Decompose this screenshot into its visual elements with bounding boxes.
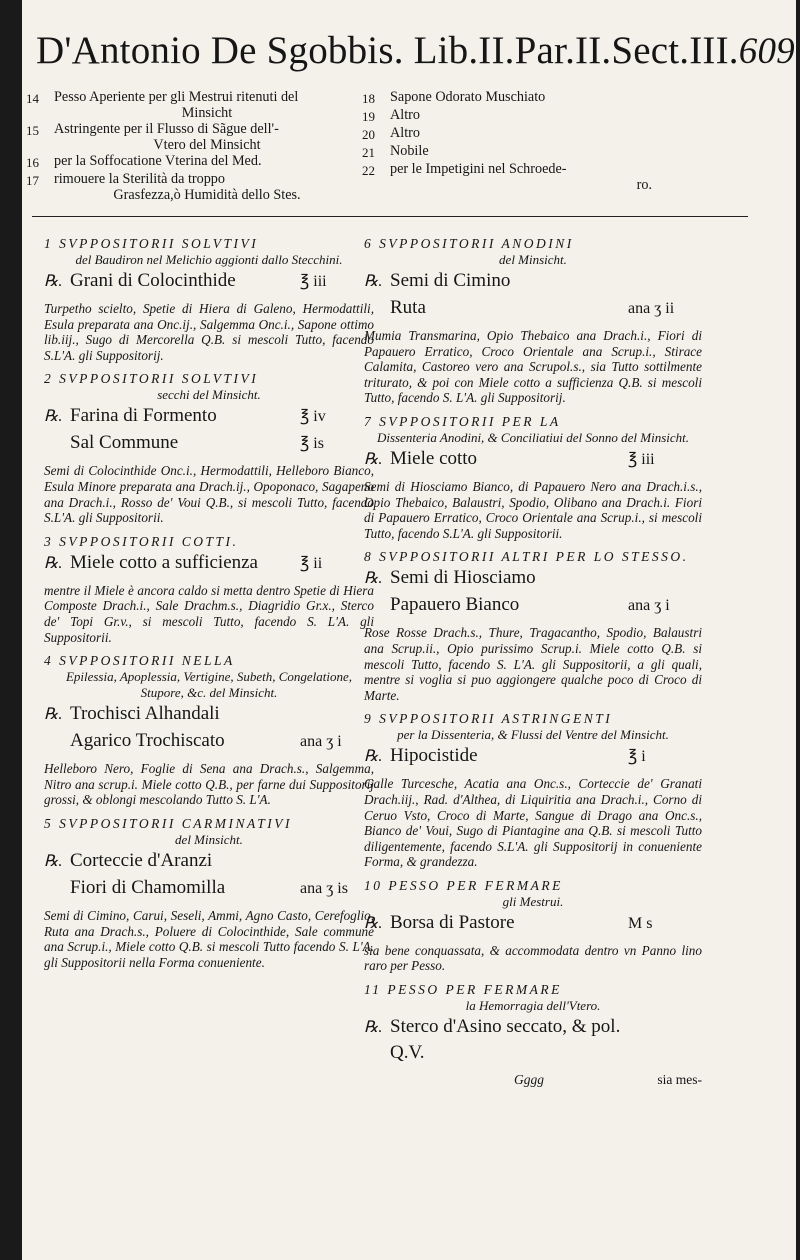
ingredient-line: [44, 403, 374, 430]
ingredient-name: Sterco d'Asino seccato, & pol. Q.V.: [390, 1016, 621, 1064]
ingredient-quantity: ℥ i: [628, 748, 646, 766]
ingredient-name: Grani di Colocinthide: [70, 270, 236, 291]
toc-entry-number: 14: [26, 91, 39, 106]
recipe-heading: 1 SVPPOSITORII SOLVTIVI: [44, 236, 259, 251]
ingredient-line: [44, 728, 374, 755]
ingredient-name: Agarico Trochiscato: [70, 730, 225, 752]
toc-entry-number: 21: [362, 145, 375, 160]
ingredient-quantity: ℥ iv: [300, 408, 326, 426]
ingredient-quantity: ana ʒ i: [628, 597, 670, 615]
recipe-subheading: per la Dissenteria, & Flussi del Ventre del Minsicht.: [397, 727, 669, 743]
recipe-instructions: Turpetho scielto, Spetie di Hiera di Galeno, Hermodattili, Esula preparata ana Onc.ij., Salgemma Onc.i., Sapone ottimo lib.iij., Sugo di Mercorella Q.B. si mescoli Tutto, facendo S.L'A. gli Suppositorij.: [44, 301, 374, 363]
ingredient-line: [44, 268, 374, 295]
toc-entry: [362, 89, 692, 107]
ingredient-line: [364, 565, 702, 592]
recipe-heading: 2 SVPPOSITORII SOLVTIVI: [44, 371, 259, 387]
toc-left-column: [26, 89, 360, 203]
ingredient-name: Sal Commune: [70, 432, 179, 454]
ingredient-line: [364, 446, 702, 473]
toc-entry-continuation: Minsicht: [181, 105, 233, 121]
recipe-symbol: ℞.: [44, 706, 63, 724]
recipe-symbol: ℞.: [364, 273, 383, 290]
toc-entry-number: 17: [26, 173, 39, 188]
recipe-heading: 5 SVPPOSITORII CARMINATIVI: [44, 815, 292, 831]
recipe-subheading: Epilessia, Apoplessia, Vertigine, Subeth, Congelatione, Stupore, &c. del Minsicht.: [65, 669, 353, 701]
toc-entry-text: [54, 89, 360, 121]
recipe-instructions: Semi di Cimino, Carui, Seseli, Ammi, Agno Casto, Cerefoglio, Ruta ana Drach.s., Poluere di Colocinthide, Sale commune ana Scrup.i., Miele cotto Q.B. si mescoli Tutto facendo S. L'A. gli Suppositorii nella Forma conueniente.: [44, 907, 374, 970]
toc-entry: [362, 107, 692, 125]
page-footer: [364, 1072, 702, 1088]
recipe-heading: 11 PESSO PER FERMARE: [364, 982, 562, 998]
page-number: 609: [738, 31, 795, 72]
right-column: [364, 236, 702, 1088]
recipe-subheading: del Minsicht.: [499, 252, 567, 267]
recipe-instructions: Galle Turcesche, Acatia ana Onc.s., Corteccie de' Granati Drach.iij., Rad. d'Althea, di Liquiritia ana Drach.i., Corno di Ceruo Vsto, Croco di Marte, Sangue di Drago ana Onc.s., Bianco de' Voui, Sugo di Piantagine ana Q.B. si mescoli Tutto diligentemente, facendo S.L'A. gli Suppositorij in conueniente Forma, & grandezza.: [364, 776, 702, 870]
toc-entry-number: 18: [362, 91, 375, 106]
ingredient-name: Papauero Bianco: [390, 594, 520, 616]
toc-entry-text: [390, 107, 692, 125]
signature-mark: Gggg: [514, 1072, 544, 1088]
recipe-block: [44, 534, 374, 645]
toc-entry-continuation: ro.: [636, 177, 652, 193]
book-page: [22, 0, 796, 1260]
ingredient-line: [364, 592, 702, 619]
left-column: [44, 236, 374, 978]
ingredient-line: [44, 701, 374, 728]
ingredient-name: Ruta: [390, 297, 426, 318]
toc-entry: [362, 125, 692, 143]
recipe-symbol: ℞.: [364, 914, 383, 932]
recipe-block: [44, 653, 374, 808]
ingredient-name: Fiori di Chamomilla: [70, 876, 226, 898]
toc-entry-text: [390, 125, 692, 143]
toc-entry-line: Altro: [390, 107, 420, 123]
recipe-subheading: secchi del Minsicht.: [157, 387, 261, 403]
toc-entry-line: Pesso Aperiente per gli Mestrui ritenuti del: [54, 89, 299, 105]
toc-entry-text: [390, 143, 692, 161]
toc-entry-continuation: Grasfezza,ò Humidità dello Stes.: [113, 187, 301, 203]
toc-entry-text: [390, 161, 692, 193]
recipe-instructions: sia bene conquassata, & accommodata dentro vn Panno lino raro per Pesso.: [364, 942, 702, 974]
ingredient-name: Semi di Cimino: [390, 270, 511, 291]
ingredient-line: [364, 295, 702, 322]
toc-entry-number: 20: [362, 127, 375, 142]
recipe-block: [44, 816, 374, 970]
toc-entry: [362, 143, 692, 161]
toc-entry-line: Altro: [390, 125, 420, 141]
toc-entry-number: 22: [362, 163, 375, 178]
toc-entry-line: Sapone Odorato Muschiato: [390, 89, 546, 105]
section-rule: [32, 216, 748, 217]
toc-entry-line: Nobile: [390, 143, 429, 159]
recipe-heading: 6 SVPPOSITORII ANODINI: [364, 236, 574, 251]
recipe-block: [364, 236, 702, 406]
recipe-block: [44, 236, 374, 363]
ingredient-quantity: ℥ iii: [628, 450, 655, 468]
recipe-heading: 10 PESSO PER FERMARE: [364, 877, 563, 893]
recipe-symbol: ℞.: [364, 1019, 383, 1037]
recipe-block: [364, 711, 702, 870]
toc-entry: [26, 153, 360, 171]
running-title: D'Antonio De Sgobbis. Lib.II.Par.II.Sect.III.: [36, 29, 739, 72]
toc-entry: [26, 171, 360, 203]
ingredient-name: Miele cotto a sufficienza: [70, 551, 258, 573]
ingredient-line: [364, 1014, 702, 1066]
recipe-subheading: del Minsicht.: [175, 831, 243, 847]
catchword: sia mes-: [657, 1072, 702, 1088]
recipe-block: [364, 982, 702, 1066]
toc-entry-text: [54, 171, 360, 203]
ingredient-quantity: ℥ ii: [300, 554, 323, 572]
toc-entry-line: rimouere la Sterilità da troppo: [54, 171, 225, 187]
recipe-heading: 8 SVPPOSITORII ALTRI PER LO STESSO.: [364, 549, 689, 565]
recipe-heading: 9 SVPPOSITORII ASTRINGENTI: [364, 711, 613, 727]
ingredient-quantity: ana ʒ ii: [628, 300, 675, 317]
recipe-instructions: Rose Rosse Drach.s., Thure, Tragacantho, Spodio, Balaustri ana Scrup.ii., Opio purissimo Scrup.i. Miele cotto Q.B. si mescoli Tutto, facendo S. L'A. gli Suppositorii, a gli quali, mentre si voglia si puo aggiongere qualche poco di Croco di Marte.: [364, 625, 702, 703]
toc-entry-line: per le Impetigini nel Schroede-: [390, 161, 567, 177]
recipe-subheading: la Hemorragia dell'Vtero.: [465, 998, 601, 1014]
recipe-symbol: ℞.: [44, 554, 63, 572]
ingredient-name: Farina di Formento: [70, 405, 217, 427]
recipe-symbol: ℞.: [364, 450, 383, 468]
recipe-heading: 4 SVPPOSITORII NELLA: [44, 653, 235, 669]
ingredient-quantity: ana ʒ is: [300, 879, 348, 897]
toc-entry-continuation: Vtero del Minsicht: [153, 137, 261, 153]
recipe-symbol: ℞.: [44, 852, 63, 870]
toc-entry: [26, 121, 360, 153]
recipe-symbol: ℞.: [364, 748, 383, 766]
recipe-instructions: Semi di Hiosciamo Bianco, di Papauero Nero ana Drach.i.s., Opio Thebaico, Balaustri, Spodio, Olibano ana Drach.i. Fiori di Papauero Erratico, Croco Orientale ana Scrup.i., si mescoli Tutto, facendo S.L'A. gli Suppositorii.: [364, 478, 702, 541]
ingredient-name: Trochisci Alhandali: [70, 703, 220, 725]
ingredient-line: [364, 743, 702, 770]
recipe-instructions: Semi di Colocinthide Onc.i., Hermodattili, Helleboro Bianco, Esula Minore preparata ana Drach.ij., Opoponaco, Sagapeno ana Drach.i., Rosso de' Voui Q.B., si mescoli Tutto, facendo S.L'A. gli Suppositorii.: [44, 463, 374, 526]
recipe-instructions: Helleboro Nero, Foglie di Sena ana Drach.s., Salgemma, Nitro ana scrup.i. Miele cotto Q.B., per farne dui Suppositorij grossi, & oblongi mescolando Tutto S. L'A.: [44, 761, 374, 808]
recipe-instructions: Mumia Transmarina, Opio Thebaico ana Drach.i., Fiori di Papauero Erratico, Croco Orientale ana Scrup.i., Stirace Calamita, Castoreo vero ana Scrupol.s., sia Tutto sottilmente triturato, & poi con Miele cotto a sufficienza Q.B. si mescoli Tutto, facendo S. L'A. gli Suppositorij.: [364, 328, 702, 406]
toc-entry-text: [54, 153, 360, 171]
toc-entry-line: per la Soffocatione Vterina del Med.: [54, 153, 262, 169]
ingredient-name: Borsa di Pastore: [390, 911, 515, 933]
ingredient-line: [44, 550, 374, 577]
ingredient-line: [364, 910, 702, 937]
toc-entry: [26, 89, 360, 121]
recipe-symbol: ℞.: [44, 273, 63, 290]
recipe-subheading: gli Mestrui.: [502, 893, 564, 909]
ingredient-line: [364, 268, 702, 295]
recipe-block: [364, 549, 702, 703]
recipe-symbol: ℞.: [364, 570, 383, 588]
ingredient-quantity: ℥ is: [300, 435, 324, 453]
recipe-symbol: ℞.: [44, 408, 63, 426]
ingredient-line: [44, 848, 374, 875]
running-header: [36, 28, 795, 88]
recipe-block: [364, 414, 702, 541]
recipe-block: [44, 371, 374, 525]
ingredient-name: Miele cotto: [390, 447, 478, 469]
toc-entry-text: [390, 89, 692, 107]
ingredient-quantity: ℥ iii: [300, 273, 327, 290]
toc-entry-number: 19: [362, 109, 375, 124]
toc-entry-text: [54, 121, 360, 153]
recipe-heading: 3 SVPPOSITORII COTTI.: [44, 533, 239, 549]
ingredient-line: [44, 430, 374, 457]
recipe-subheading: Dissenteria Anodini, & Conciliatiui del Sonno del Minsicht.: [376, 429, 690, 445]
ingredient-quantity: ana ʒ i: [300, 733, 342, 751]
toc-right-column: [362, 89, 692, 193]
ingredient-line: [44, 875, 374, 902]
ingredient-name: Corteccie d'Aranzi: [70, 849, 213, 871]
toc-entry-number: 16: [26, 155, 39, 170]
toc-entry: [362, 161, 692, 193]
toc-entry-line: Astringente per il Flusso di Sãgue dell'-: [54, 121, 279, 137]
recipe-subheading: del Baudiron nel Melichio aggionti dallo Stecchini.: [75, 252, 343, 267]
toc-entry-number: 15: [26, 123, 39, 138]
recipe-instructions: mentre il Miele è ancora caldo si metta dentro Spetie di Hiera Composte Drach.i., Sale Drachm.s., Diagridio Gr.x., Sterco de' Topi Gr.v., si mescoli Tutto, facendo S. L'A. gli Suppositorii.: [44, 582, 374, 645]
ingredient-quantity: M s: [628, 914, 653, 932]
recipe-heading: 7 SVPPOSITORII PER LA: [364, 413, 561, 429]
ingredient-name: Hipocistide: [390, 745, 478, 767]
ingredient-name: Semi di Hiosciamo: [390, 567, 536, 589]
recipe-block: [364, 878, 702, 974]
